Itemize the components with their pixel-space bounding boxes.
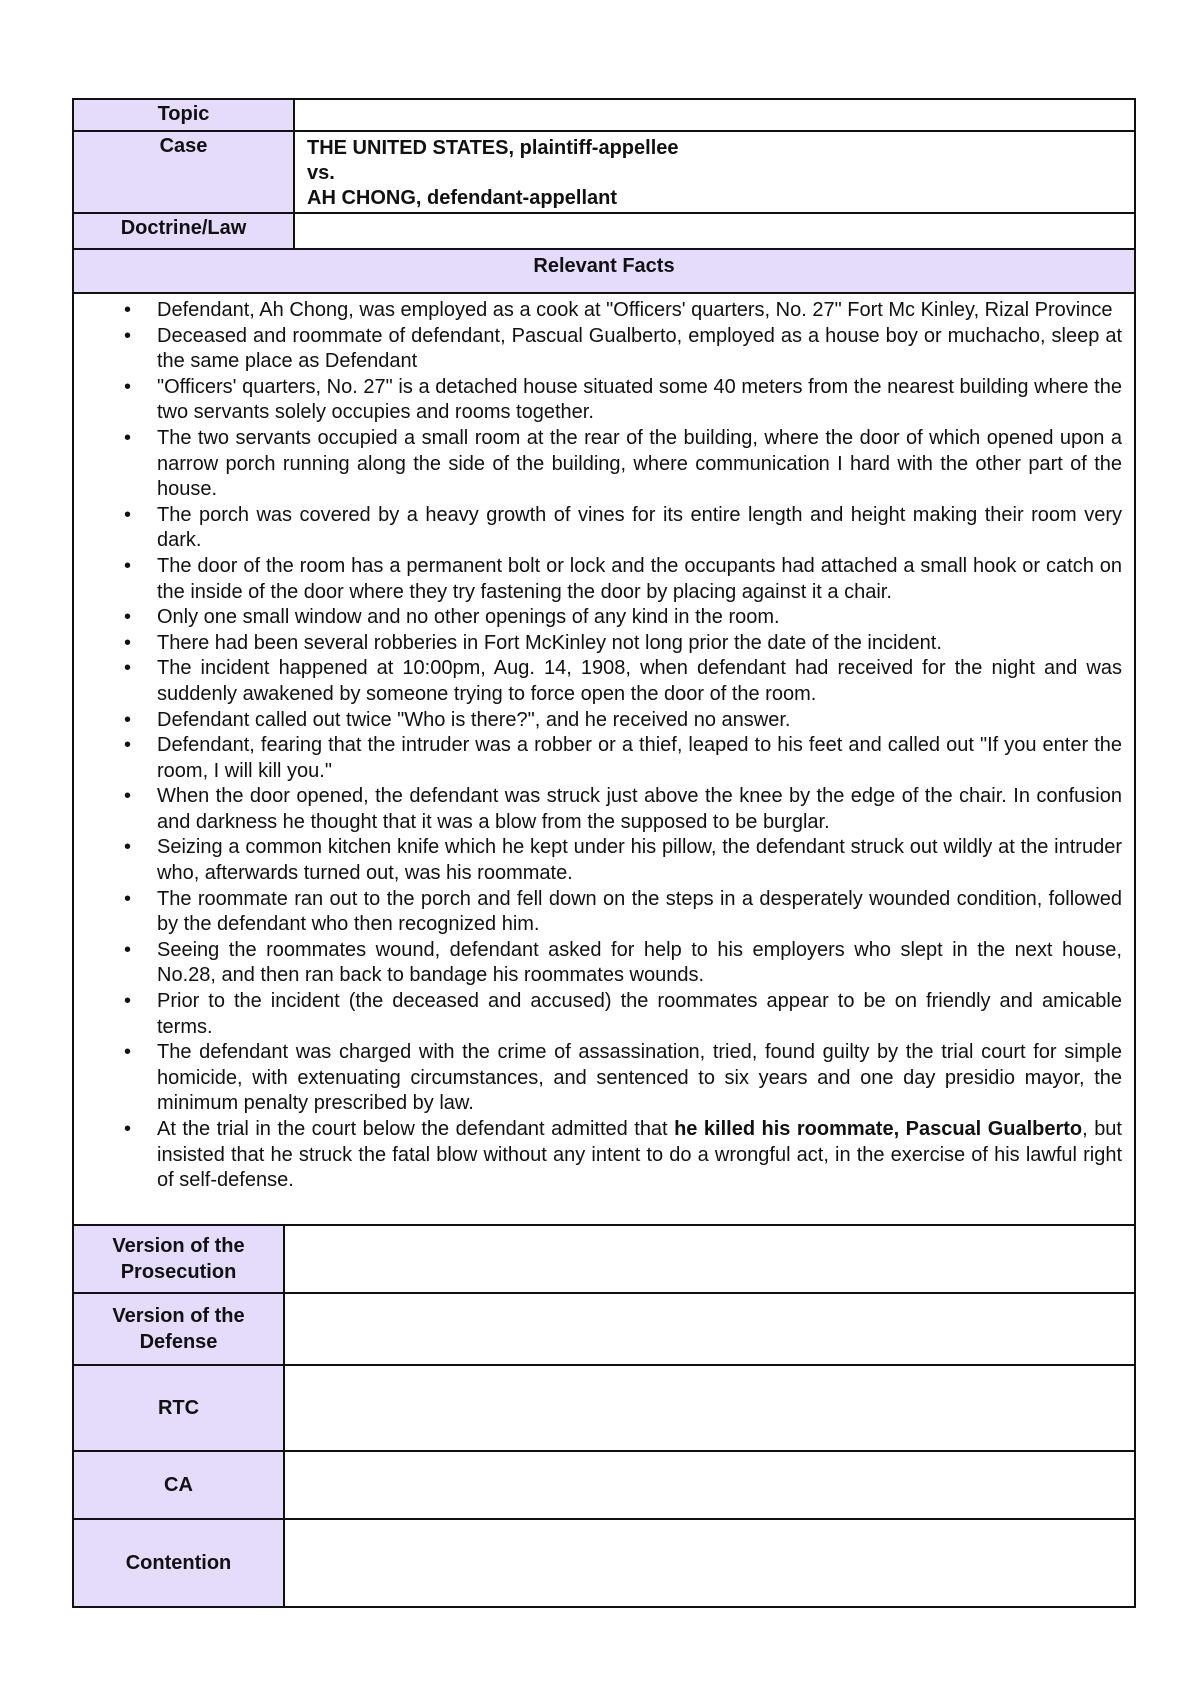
case-row xyxy=(74,132,1134,214)
fact-item: • The porch was covered by a heavy growth of vines for its entire length and height making their room very dark. xyxy=(124,503,1122,554)
fact-item: • Defendant, fearing that the intruder was a robber or a thief, leaped to his feet and called out "If you enter the room, I will kill you." xyxy=(124,733,1122,784)
fact-text: At the trial in the court below the defendant admitted that xyxy=(157,1118,675,1140)
rtc-label: RTC xyxy=(74,1366,285,1450)
topic-label: Topic xyxy=(74,100,295,130)
case-title xyxy=(295,132,1134,212)
ca-row xyxy=(74,1452,1134,1520)
fact-item: • Seizing a common kitchen knife which he kept under his pillow, the defendant struck out wildly at the intruder who, afterwards turned out, was his roommate. xyxy=(124,835,1122,886)
fact-item: • There had been several robberies in Fort McKinley not long prior the date of the incident. xyxy=(124,631,1122,657)
case-label: Case xyxy=(74,132,295,212)
case-digest-table xyxy=(72,98,1136,1608)
fact-item: • Prior to the incident (the deceased and accused) the roommates appear to be on friendly and amicable terms. xyxy=(124,989,1122,1040)
fact-item: • The defendant was charged with the crime of assassination, tried, found guilty by the trial court for simple homicide, with extenuating circumstances, and sentenced to six years and one day presidio mayor, the minimum penalty prescribed by law. xyxy=(124,1040,1122,1117)
relevant-facts-heading-row xyxy=(74,250,1134,294)
fact-item: • Seeing the roommates wound, defendant asked for help to his employers who slept in the next house, No.28, and then ran back to bandage his roommates wounds. xyxy=(124,938,1122,989)
case-plaintiff: THE UNITED STATES, plaintiff-appellee xyxy=(307,137,679,159)
ca-label: CA xyxy=(74,1452,285,1518)
doctrine-value xyxy=(295,214,1134,248)
contention-value xyxy=(285,1520,1134,1606)
fact-item: • Defendant called out twice "Who is there?", and he received no answer. xyxy=(124,708,1122,734)
fact-text: , but insisted that he struck the fatal blow without any intent to do a wrongful act, in the exercise of his lawful right of self-defense. xyxy=(157,1118,1122,1192)
topic-row xyxy=(74,100,1134,132)
prosecution-label xyxy=(74,1226,285,1292)
doctrine-row xyxy=(74,214,1134,250)
defense-row xyxy=(74,1294,1134,1366)
prosecution-label-line1: Version of the xyxy=(112,1235,245,1257)
fact-item: • The roommate ran out to the porch and fell down on the steps in a desperately wounded condition, followed by the defendant who then recognized him. xyxy=(124,887,1122,938)
relevant-facts-heading: Relevant Facts xyxy=(74,250,1134,292)
fact-item: • The two servants occupied a small room at the rear of the building, where the door of which opened upon a narrow porch running along the side of the building, where communication I hard with the other part of the house. xyxy=(124,426,1122,503)
rtc-row xyxy=(74,1366,1134,1452)
defense-label-line2: Defense xyxy=(139,1331,218,1353)
fact-item: • The incident happened at 10:00pm, Aug. 14, 1908, when defendant had received for the night and was suddenly awakened by someone trying to force open the door of the room. xyxy=(124,656,1122,707)
prosecution-label-line2: Prosecution xyxy=(120,1261,237,1283)
rtc-value xyxy=(285,1366,1134,1450)
topic-value xyxy=(295,100,1134,130)
prosecution-value xyxy=(285,1226,1134,1292)
fact-item: • Deceased and roommate of defendant, Pascual Gualberto, employed as a house boy or muchacho, sleep at the same place as Defendant xyxy=(124,324,1122,375)
doctrine-label: Doctrine/Law xyxy=(74,214,295,248)
contention-row xyxy=(74,1520,1134,1606)
fact-item: • Defendant, Ah Chong, was employed as a cook at "Officers' quarters, No. 27" Fort Mc Kinley, Rizal Province xyxy=(124,298,1122,324)
ca-value xyxy=(285,1452,1134,1518)
case-defendant: AH CHONG, defendant-appellant xyxy=(307,187,618,209)
prosecution-row xyxy=(74,1226,1134,1294)
fact-item: • Only one small window and no other openings of any kind in the room. xyxy=(124,605,1122,631)
contention-label: Contention xyxy=(74,1520,285,1606)
fact-item: • When the door opened, the defendant was struck just above the knee by the edge of the chair. In confusion and darkness he thought that it was a blow from the supposed to be burglar. xyxy=(124,784,1122,835)
defense-value xyxy=(285,1294,1134,1364)
case-versus: vs. xyxy=(307,162,335,184)
fact-item: • "Officers' quarters, No. 27" is a detached house situated some 40 meters from the nearest building where the two servants solely occupies and rooms together. xyxy=(124,375,1122,426)
relevant-facts-list xyxy=(124,298,1122,1194)
relevant-facts-row xyxy=(74,294,1134,1226)
defense-label xyxy=(74,1294,285,1364)
relevant-facts-body xyxy=(74,294,1134,1224)
fact-item: • The door of the room has a permanent bolt or lock and the occupants had attached a small hook or catch on the inside of the door where they try fastening the door by placing against it a chair. xyxy=(124,554,1122,605)
fact-item-last xyxy=(124,1117,1122,1194)
fact-bold-text: he killed his roommate, Pascual Gualberto xyxy=(674,1118,1083,1140)
defense-label-line1: Version of the xyxy=(112,1305,245,1327)
